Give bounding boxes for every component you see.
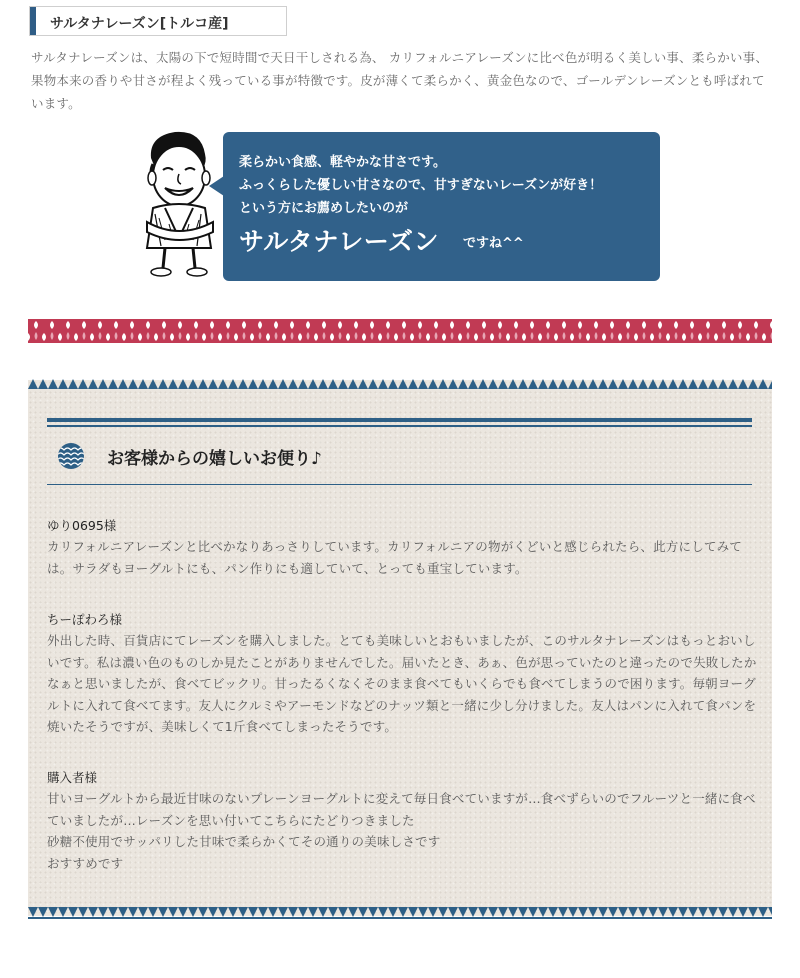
review-text-line: 砂糖不使用でサッパリした甘味で柔らかくてその通りの美味しさです [47, 834, 441, 849]
mascot-illustration [135, 128, 225, 280]
bubble-line-3: という方にお薦めしたいのが [239, 201, 409, 216]
zigzag-border-top [28, 377, 772, 389]
review-text: 外出した時、百貨店にてレーズンを購入しました。とても美味しいとおもいましたが、このサルタナレーズンはもっとおいしいです。私は濃い色のものしか見たことがありませんでした。届いたとき、あぁ、色が思っていたのと違ったので失敗したかなぁと思いましたが、食べてビックリ。甘ったるくなくそのまま食べてもいくらでも食べてしまうので困ります。毎朝ヨーグルトに入れて食べてます。友人にクルミやアーモンドなどのナッツ類と一緒に少し分けました。友人はパンに入れて食パンを焼いたそうですが、美味しくて1斤食べてしまったそうです。 [47, 633, 757, 734]
review-item [47, 516, 759, 579]
review-item [47, 610, 759, 738]
zigzag-border-bottom [28, 907, 772, 919]
reviewer-name: ゆり0695様 [47, 518, 117, 533]
speech-bubble [223, 132, 660, 281]
bubble-line-1: 柔らかい食感、軽やかな甘さです。 [239, 155, 446, 170]
product-description: サルタナレーズンは、太陽の下で短時間で天日干しされる為、 カリフォルニアレーズンに比べ色が明るく美しい事、柔らかい事、 果物本来の香りや甘さが程よく残っている事が特徴です。皮が薄くて柔らかく、黄金色なので、ゴールデンレーズンとも呼ばれています。 [31, 50, 769, 111]
bubble-suffix: ですね^^ [463, 236, 524, 251]
bubble-line-2: ふっくらした優しい甘さなので、甘すぎないレーズンが好き！ [239, 178, 603, 193]
reviewer-name: ちーぽわろ様 [47, 612, 123, 627]
heading-rule-thick [47, 418, 752, 422]
wave-pattern-icon [57, 442, 85, 470]
review-item [47, 768, 759, 874]
review-text: カリフォルニアレーズンと比べかなりあっさりしています。カリフォルニアの物がくどいと感じられたら、此方にしてみては。サラダもヨーグルトにも、パン作りにも適していて、とっても重宝しています。 [47, 539, 743, 576]
review-text-line: おすすめです [47, 855, 124, 871]
heading-rule-thin [47, 425, 752, 427]
title-accent-bar [30, 7, 36, 35]
page-title-box [29, 6, 287, 36]
page-title: サルタナレーズン[トルコ産] [50, 16, 229, 32]
review-text-line: 甘いヨーグルトから最近甘味のないプレーンヨーグルトに変えて毎日食べていますが…食べずらいのでフルーツと一緒に食べていましたが…レーズンを思い付いてこちらにたどりつきました [47, 791, 756, 828]
heading-rule-bottom [47, 484, 752, 485]
bubble-product-name: サルタナレーズン [239, 227, 440, 256]
speech-bubble-tail [209, 176, 224, 196]
red-pattern-divider [28, 319, 772, 343]
reviewer-name: 購入者様 [47, 770, 98, 785]
reviews-heading: お客様からの嬉しいお便り♪ [107, 449, 322, 469]
